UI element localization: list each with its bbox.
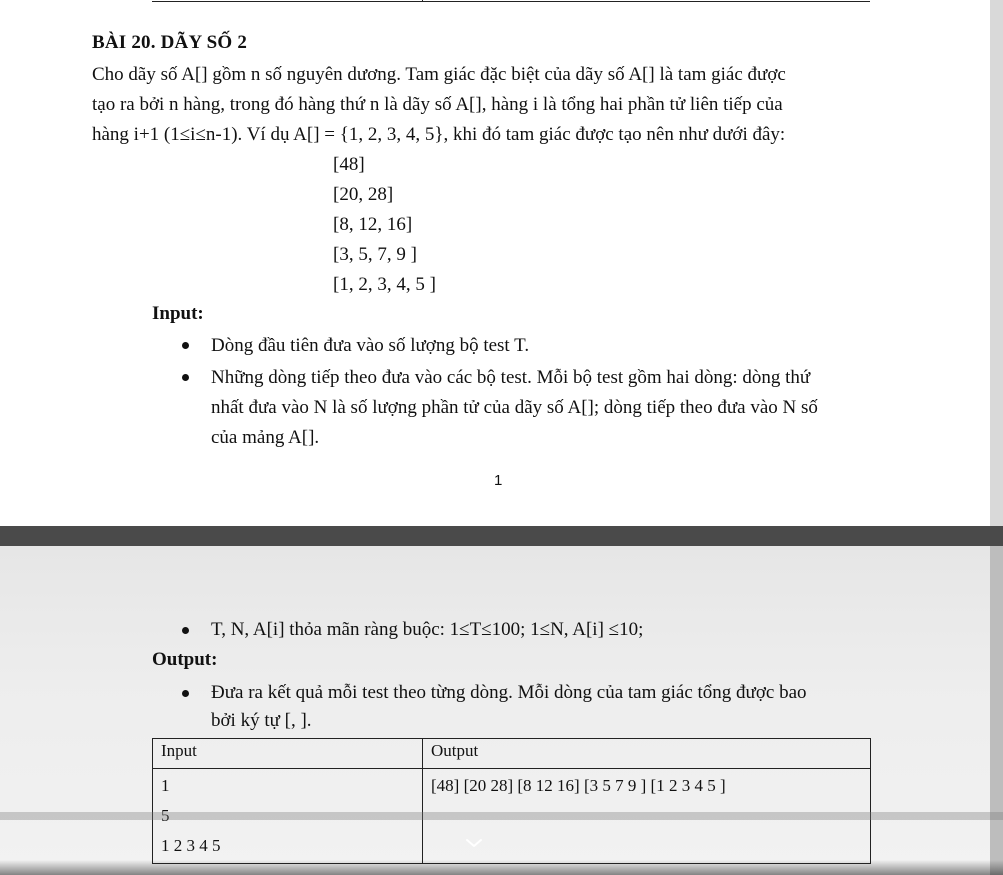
constraint-bullet: T, N, A[i] thỏa mãn ràng buộc: 1≤T≤100; 1≤N, A[i] ≤10;	[211, 619, 644, 640]
triangle-row-2: [20, 28]	[333, 184, 394, 205]
bullet-dot-icon	[182, 374, 189, 381]
input-bullet-2-line-2: nhất đưa vào N là số lượng phần tử của dãy số A[]; dòng tiếp theo đưa vào N số	[211, 397, 818, 418]
input-line-2: 5	[161, 806, 170, 825]
triangle-row-4: [3, 5, 7, 9 ]	[333, 244, 417, 265]
page-number: 1	[494, 472, 503, 489]
chevron-down-icon[interactable]	[464, 836, 484, 850]
intro-line-3: hàng i+1 (1≤i≤n-1). Ví dụ A[] = {1, 2, 3, 4, 5}, khi đó tam giác được tạo nên như dưới đây:	[92, 124, 786, 145]
bullet-dot-icon	[182, 627, 189, 634]
table-header-input: Input	[153, 739, 423, 769]
output-heading: Output:	[152, 649, 218, 670]
input-line-1: 1	[161, 776, 170, 795]
problem-title: BÀI 20. DÃY SỐ 2	[92, 32, 248, 53]
viewer-overlay-band	[0, 812, 1003, 820]
output-bullet-line-2: bởi ký tự [, ].	[211, 710, 312, 731]
bullet-dot-icon	[182, 342, 189, 349]
input-bullet-2-line-1: Những dòng tiếp theo đưa vào các bộ test. Mỗi bộ test gồm hai dòng: dòng thứ	[211, 367, 811, 388]
triangle-row-3: [8, 12, 16]	[333, 214, 413, 235]
page-gutter	[990, 0, 1003, 526]
intro-line-2: tạo ra bởi n hàng, trong đó hàng thứ n là dãy số A[], hàng i là tổng hai phần tử liên tiếp của	[92, 94, 783, 115]
table-header-output: Output	[423, 739, 871, 769]
input-heading: Input:	[152, 303, 204, 324]
input-line-3: 1 2 3 4 5	[161, 836, 221, 855]
triangle-row-5: [1, 2, 3, 4, 5 ]	[333, 274, 436, 295]
bullet-dot-icon	[182, 690, 189, 697]
output-bullet-line-1: Đưa ra kết quả mỗi test theo từng dòng. Mỗi dòng của tam giác tổng được bao	[211, 682, 807, 703]
intro-line-1: Cho dãy số A[] gồm n số nguyên dương. Tam giác đặc biệt của dãy số A[] là tam giác được	[92, 64, 786, 85]
input-bullet-2-line-3: của mảng A[].	[211, 427, 320, 448]
viewer-bottom-shade	[0, 860, 1003, 875]
triangle-row-1: [48]	[333, 154, 365, 175]
previous-table-bottom-edge	[152, 0, 870, 2]
output-line-1: [48] [20 28] [8 12 16] [3 5 7 9 ] [1 2 3 4 5 ]	[431, 776, 726, 795]
page-gutter	[990, 546, 1003, 875]
page-separator	[0, 526, 1003, 546]
example-table	[152, 738, 871, 864]
input-bullet-1: Dòng đầu tiên đưa vào số lượng bộ test T.	[211, 335, 530, 356]
